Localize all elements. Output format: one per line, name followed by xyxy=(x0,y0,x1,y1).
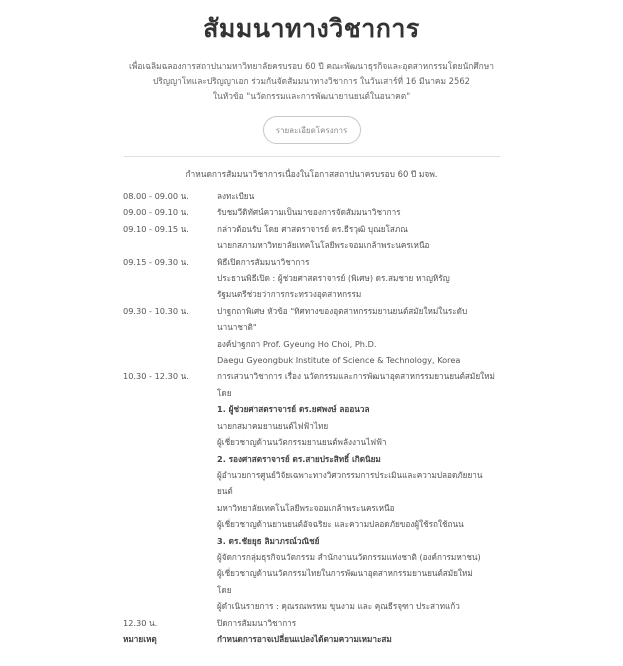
schedule-line: กำหนดการอาจเปลี่ยนแปลงได้ตามความเหมาะสม xyxy=(217,633,392,644)
schedule-row xyxy=(123,204,503,220)
speaker-name: 1. ผู้ช่วยศาสตราจารย์ ดร.ยศพงษ์ ลออนวล xyxy=(217,404,370,415)
schedule-description xyxy=(217,631,503,647)
schedule-line: นายกสภามหาวิทยาลัยเทคโนโลยีพระจอมเกล้าพระนครเหนือ xyxy=(217,240,430,251)
schedule-row xyxy=(123,615,503,631)
schedule-line: มหาวิทยาลัยเทคโนโลยีพระจอมเกล้าพระนครเหนือ xyxy=(217,502,395,513)
schedule-line: ผู้เชี่ยวชาญด้านนวัตกรรมยานยนต์พลังงานไฟฟ้า xyxy=(217,437,387,448)
schedule-time: 10.30 - 12.30 น. xyxy=(123,371,189,382)
schedule-line: ประธานพิธีเปิด : ผู้ช่วยศาสตราจารย์ (พิเศษ) ดร.สมชาย หาญหิรัญ xyxy=(217,273,450,284)
schedule-description xyxy=(217,368,503,614)
schedule-line: การเสวนาวิชาการ เรื่อง นวัตกรรมและการพัฒนาอุตสาหกรรมยานยนต์สมัยใหม่ xyxy=(217,371,495,382)
schedule-time: 08.00 - 09.00 น. xyxy=(123,191,189,201)
schedule-line: โดย xyxy=(217,387,232,398)
note-label: หมายเหตุ xyxy=(123,633,157,644)
schedule-row xyxy=(123,368,503,614)
schedule-line: รัฐมนตรีช่วยว่าการกระทรวงอุตสาหกรรม xyxy=(217,289,362,300)
schedule-line: กล่าวต้อนรับ โดย ศาสตราจารย์ ดร.ธีรวุฒิ บุณยโสภณ xyxy=(217,223,408,234)
schedule-time: 09.10 - 09.15 น. xyxy=(123,223,189,234)
schedule-description xyxy=(217,615,503,631)
schedule-line: ผู้เชี่ยวชาญด้านนวัตกรรมไทยในการพัฒนาอุตสาหกรรมยานยนต์สมัยใหม่ xyxy=(217,568,473,579)
details-button-wrap xyxy=(0,116,623,144)
schedule-line: รับชมวีดิทัศน์ความเป็นมาของการจัดสัมมนาวิชาการ xyxy=(217,207,401,218)
schedule-description xyxy=(217,303,503,369)
schedule-row xyxy=(123,221,503,254)
schedule-line: Daegu Gyeongbuk Institute of Science & Technology, Korea xyxy=(217,355,461,366)
schedule-time: 09.30 - 10.30 น. xyxy=(123,305,189,316)
speaker-name: 3. ดร.ชัยยุธ ลิมาภรณ์วณิชย์ xyxy=(217,535,320,546)
schedule-line: องค์ปาฐกถา Prof. Gyeung Ho Choi, Ph.D. xyxy=(217,338,377,349)
schedule-row xyxy=(123,188,503,204)
schedule-line: ผู้จัดการกลุ่มธุรกิจนวัตกรรม สำนักงานนวัตกรรมแห่งชาติ (องค์การมหาชน) xyxy=(217,551,481,562)
schedule-description xyxy=(217,204,503,220)
schedule-description xyxy=(217,254,503,303)
schedule-line: ปาฐกถาพิเศษ หัวข้อ "ทิศทางของอุตสาหกรรมยานยนต์สมัยใหม่ในระดับ xyxy=(217,305,468,316)
intro-line: ปริญญาโทและปริญญาเอก ร่วมกันจัดสัมมนาทางวิชาการ ในวันเสาร์ที่ 16 มีนาคม 2562 xyxy=(153,76,470,86)
schedule-time: 12.30 น. xyxy=(123,617,158,628)
schedule-line: นานาชาติ" xyxy=(217,322,257,333)
schedule-time: 09.00 - 09.10 น. xyxy=(123,207,189,218)
schedule-note-row xyxy=(123,631,503,647)
schedule-line: ผู้อำนวยการศูนย์วิจัยเฉพาะทางวิศวกรรมการประเมินและความปลอดภัยยาน xyxy=(217,469,483,480)
schedule-line: ผู้เชี่ยวชาญด้านยานยนต์อัจฉริยะ และความปลอดภัยของผู้ใช้รถใช้ถนน xyxy=(217,519,464,530)
schedule-line: โดย xyxy=(217,584,232,595)
schedule-row xyxy=(123,303,503,369)
intro-line: ในหัวข้อ "นวัตกรรมและการพัฒนายานยนต์ในอนาคต" xyxy=(212,91,411,101)
divider xyxy=(124,156,500,157)
schedule-line: ลงทะเบียน xyxy=(217,191,255,201)
speaker-name: 2. รองศาสตราจารย์ ดร.สายประสิทธิ์ เกิดนิยม xyxy=(217,453,381,464)
schedule-time: 09.15 - 09.30 น. xyxy=(123,256,189,267)
schedule-line: ผู้ดำเนินรายการ : คุณรณพรหม ขุนงาม และ คุณธีรจุฑา ประสาทแก้ว xyxy=(217,601,460,612)
project-details-button[interactable]: รายละเอียดโครงการ xyxy=(263,116,361,144)
schedule-row xyxy=(123,254,503,303)
intro-line: เพื่อเฉลิมฉลองการสถาปนามหาวิทยาลัยครบรอบ 60 ปี คณะพัฒนาธุรกิจและอุตสาหกรรมโดยนักศึกษา xyxy=(129,61,494,71)
schedule-list xyxy=(123,188,503,647)
schedule-description xyxy=(217,188,503,204)
schedule-line: ปิดการสัมมนาวิชาการ xyxy=(217,617,297,628)
schedule-line: นายกสมาคมยานยนต์ไฟฟ้าไทย xyxy=(217,420,329,431)
schedule-heading: กำหนดการสัมมนาวิชาการเนื่องในโอกาสสถาปนาครบรอบ 60 ปี มจพ. xyxy=(185,169,438,179)
schedule-line: พิธีเปิดการสัมมนาวิชาการ xyxy=(217,256,310,267)
intro-text xyxy=(0,59,623,104)
schedule-description xyxy=(217,221,503,254)
schedule-line: ยนต์ xyxy=(217,486,233,497)
page-title: สัมมนาทางวิชาการ xyxy=(203,14,420,43)
